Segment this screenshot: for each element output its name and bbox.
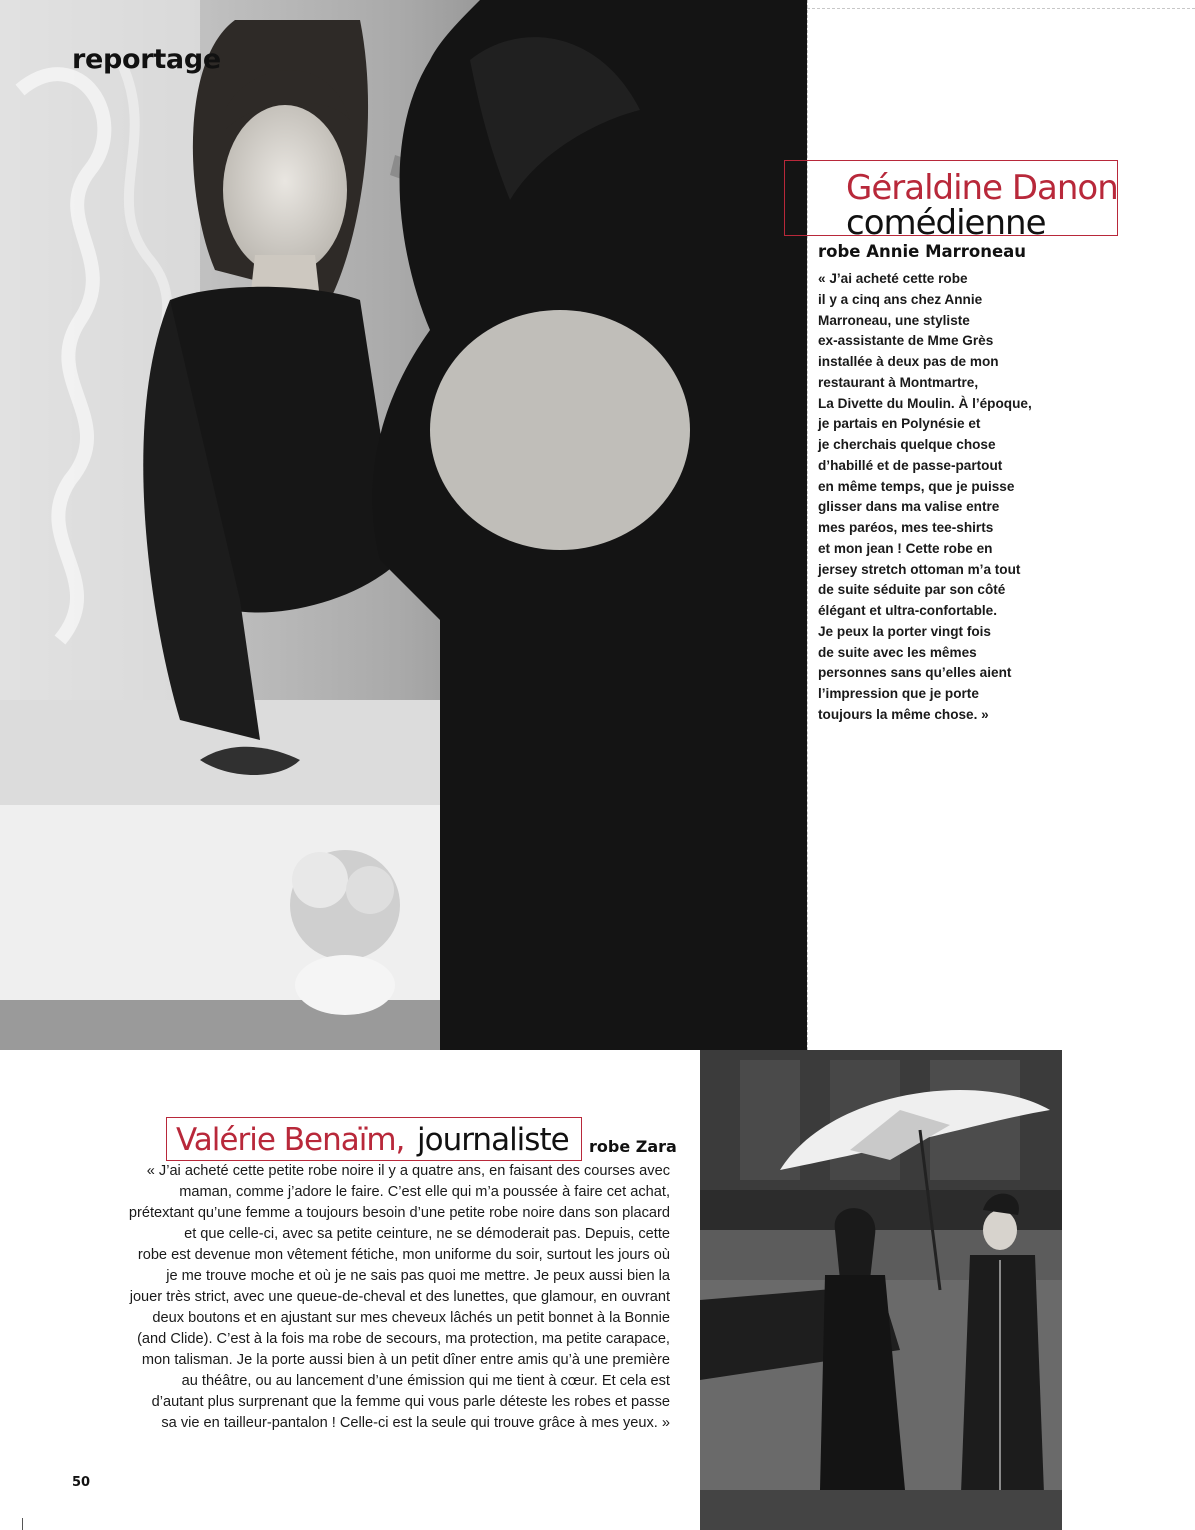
quote-line: restaurant à Montmartre, bbox=[818, 374, 979, 390]
crop-guide-horizontal bbox=[807, 8, 1195, 9]
dress-credit-2: robe Zara bbox=[589, 1137, 677, 1156]
quote-line: La Divette du Moulin. À l’époque, bbox=[818, 395, 1032, 411]
quote-line: mes paréos, mes tee-shirts bbox=[818, 520, 994, 535]
quote-line: je partais en Polynésie et bbox=[818, 416, 981, 432]
quote-line: « J’ai acheté cette petite robe noire il y a quatre ans, en faisant des courses avec bbox=[146, 1163, 670, 1179]
main-photo-mirror-makeup bbox=[0, 0, 807, 1050]
quote-line: installée à deux pas de mon bbox=[818, 354, 999, 369]
quote-line: ex-assistante de Mme Grès bbox=[818, 333, 994, 349]
quote-line: prétextant qu’une femme a toujours besoin d’une petite robe noire dans son placard bbox=[128, 1205, 670, 1221]
crop-guide-vertical bbox=[807, 0, 808, 1050]
quote-line: sa vie en tailleur-pantalon ! Celle-ci est la seule qui trouve grâce à mes yeux. » bbox=[161, 1415, 670, 1431]
quote-line: de suite avec les mêmes bbox=[818, 644, 977, 660]
quote-line: robe est devenue mon vêtement fétiche, mon uniforme du soir, surtout les jours où bbox=[137, 1247, 670, 1263]
subject-name-2: Valérie Benaïm, bbox=[176, 1122, 405, 1158]
quote-line: de suite séduite par son côté bbox=[818, 582, 1006, 598]
secondary-photo-umbrella-doorman bbox=[700, 1050, 1062, 1530]
crop-mark bbox=[22, 1518, 23, 1530]
quote-line: et que celle-ci, avec sa petite ceinture, ne se démoderait pas. Depuis, cette bbox=[184, 1226, 670, 1242]
subject-role-1: comédienne bbox=[846, 203, 1046, 243]
quote-line: personnes sans qu’elles aient bbox=[818, 665, 1012, 681]
quote-line: jersey stretch ottoman m’a tout bbox=[818, 561, 1021, 577]
quote-text-1 bbox=[818, 269, 1058, 726]
quote-line: l’impression que je porte bbox=[818, 686, 979, 701]
subject-role-2: journaliste bbox=[417, 1122, 569, 1158]
secondary-photo-illustration bbox=[700, 1050, 1062, 1530]
page-number: 50 bbox=[72, 1475, 91, 1490]
quote-line: d’autant plus surprenant que la femme qui vous parle déteste les robes et passe bbox=[151, 1394, 670, 1410]
quote-line: Marroneau, une styliste bbox=[818, 312, 970, 328]
subject-name-1: Géraldine Danon bbox=[846, 168, 1118, 208]
quote-line: « J’ai acheté cette robe bbox=[818, 271, 968, 286]
quote-text-2 bbox=[70, 1161, 670, 1434]
quote-line: Je peux la porter vingt fois bbox=[818, 623, 991, 639]
quote-line: glisser dans ma valise entre bbox=[818, 499, 1000, 515]
quote-line: (and Clide). C’est à la fois ma robe de secours, ma protection, ma petite carapace, bbox=[137, 1331, 670, 1347]
quote-line: élégant et ultra-confortable. bbox=[818, 603, 998, 618]
quote-line: je cherchais quelque chose bbox=[818, 437, 996, 452]
quote-line: mon talisman. Je la porte aussi bien à un petit dîner entre amis qu’à une première bbox=[141, 1352, 670, 1368]
main-photo-illustration bbox=[0, 0, 807, 1050]
quote-line: et mon jean ! Cette robe en bbox=[818, 540, 993, 556]
quote-line: au théâtre, ou au lancement d’une émission qui me tient à cœur. Et cela est bbox=[181, 1373, 670, 1389]
quote-line: toujours la même chose. » bbox=[818, 706, 989, 722]
dress-credit-1: robe Annie Marroneau bbox=[818, 242, 1027, 261]
quote-line: jouer très strict, avec une queue-de-cheval et des lunettes, que glamour, en ouvrant bbox=[129, 1289, 670, 1305]
quote-line: maman, comme j’adore le faire. C’est elle qui m’a poussée à faire cet achat, bbox=[179, 1184, 670, 1200]
quote-line: il y a cinq ans chez Annie bbox=[818, 291, 983, 307]
quote-line: en même temps, que je puisse bbox=[818, 478, 1015, 494]
quote-line: d’habillé et de passe-partout bbox=[818, 457, 1003, 473]
section-label: reportage bbox=[72, 44, 221, 75]
quote-line: deux boutons et en ajustant sur mes cheveux lâchés un petit bonnet à la Bonnie bbox=[152, 1310, 670, 1326]
quote-line: je me trouve moche et où je ne sais pas quoi me mettre. Je peux aussi bien la bbox=[166, 1268, 670, 1284]
